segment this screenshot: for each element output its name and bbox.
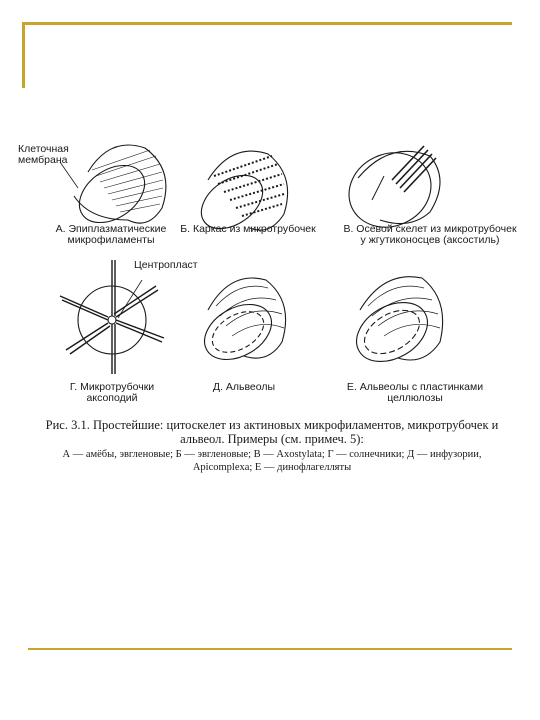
caption-panel-b: Б. Каркас из микротрубочек	[180, 223, 316, 235]
caption-panel-g: Г. Микротрубочки аксоподий	[69, 381, 155, 404]
frame-top-line	[22, 22, 512, 25]
figure-caption-title: Рис. 3.1. Простейшие: цитоскелет из актиновых микрофиламентов, микротрубочек и альвеол. Примеры (см. примеч. 5):	[45, 418, 499, 446]
label-cell-membrane: Клеточная мембрана	[18, 143, 69, 166]
caption-panel-e: Е. Альвеолы с пластинками целлюлозы	[346, 381, 484, 404]
label-centroplast: Центропласт	[134, 259, 198, 271]
caption-panel-a: А. Эпиплазматические микрофиламенты	[55, 223, 167, 246]
panel-e-drawing	[346, 277, 443, 374]
frame-left-line	[22, 22, 25, 88]
figure-caption-keys: А — амёбы, эвгленовые; Б — эвгленовые; В — Axostylata; Г — солнечники; Д — инфузории, Apicomplexa; Е — динофлагелляты	[62, 449, 482, 473]
caption-panel-d: Д. Альвеолы	[212, 381, 276, 393]
caption-panel-v: В. Осевой скелет из микротрубочек у жгутиконосцев (аксостиль)	[343, 223, 517, 246]
frame-bottom-line	[28, 648, 512, 650]
figure-drawings	[0, 120, 540, 420]
panel-d-drawing	[195, 278, 286, 371]
panel-g-drawing	[60, 260, 164, 374]
